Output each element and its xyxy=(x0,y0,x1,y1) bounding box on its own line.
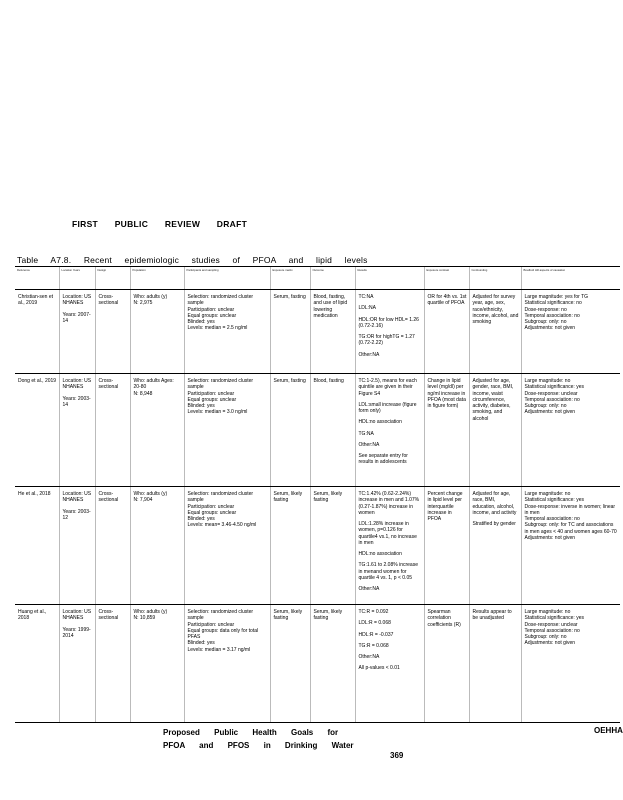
footer-org: OEHHA xyxy=(594,726,623,735)
cell-text: OR for 4th vs. 1st quartile of PFOA xyxy=(427,294,467,307)
cell-text: Serum, likely fasting xyxy=(313,609,343,622)
lipid-studies-table xyxy=(15,266,620,723)
table-cell xyxy=(424,374,469,487)
cell-text: Location: US NHANES xyxy=(62,294,92,307)
cell-text: Who: adults (y) N: 10,859 xyxy=(133,609,168,622)
cell-text: Serum, likely fasting xyxy=(273,609,303,622)
column-header: Design xyxy=(95,267,130,290)
column-header: Results xyxy=(355,267,424,290)
cell-text: Blood, fasting xyxy=(313,378,344,384)
table-header xyxy=(15,267,620,290)
cell-text: Other:NA xyxy=(358,441,380,448)
header-row xyxy=(15,267,620,290)
cell-text: Serum, likely fasting xyxy=(313,491,343,504)
cell-text: TC:1.42% (0.62-2.24%) increase in men and 1.07% (0.27-1.87%) increase in women xyxy=(358,491,420,516)
table-cell xyxy=(95,487,130,605)
table-cell xyxy=(424,290,469,374)
table-row xyxy=(15,290,620,374)
cell-text: Adjusted for age, gender, race, BMI, income, waist circumference, activity, diabetes, smoking, and alcohol xyxy=(472,378,514,422)
cell-text: Years: 2007-14 xyxy=(62,311,91,324)
table-cell xyxy=(15,374,59,487)
cell-text: Location: US NHANES xyxy=(62,491,92,504)
cell-text: Other:NA xyxy=(358,351,380,358)
table-cell xyxy=(15,605,59,723)
table-cell xyxy=(130,374,184,487)
table-cell xyxy=(184,487,270,605)
cell-text: Selection: randomized cluster sample Participation: unclear Equal groups: data only for total PFAS Blinded: yes Levels: median = 3.17 ng/ml xyxy=(187,609,259,653)
table-cell xyxy=(310,290,355,374)
table-title: Table A7.8. Recent epidemiologic studies of PFOA and lipid levels xyxy=(17,255,368,265)
table-cell xyxy=(95,290,130,374)
column-header: Participants and sampling xyxy=(184,267,270,290)
table-cell xyxy=(424,487,469,605)
table-cell xyxy=(521,487,620,605)
table-cell xyxy=(130,605,184,723)
cell-text: Years: 2003-12 xyxy=(62,508,91,521)
cell-text: LDL:small increase (figure form only) xyxy=(358,401,417,414)
cell-text: Large magnitude: yes for TG Statistical significance: no Dose-response: no Temporal association: no Subgroup: only: no Adjustments: not given xyxy=(524,294,589,332)
cell-text: Cross-sectional xyxy=(98,609,119,622)
column-header: Exposure contrast xyxy=(424,267,469,290)
table-cell xyxy=(59,487,95,605)
table-cell xyxy=(469,290,521,374)
cell-text: Percent change in lipid level per interquartile increase in PFOA xyxy=(427,491,463,522)
cell-text: HDL:no association xyxy=(358,419,402,426)
cell-text: HDL:OR for low HDL= 1.26 (0.72-2.16) xyxy=(358,316,419,329)
table-cell xyxy=(270,374,310,487)
cell-text: Spearman correlation coefficients (R) xyxy=(427,609,461,628)
cell-text: Selection: randomized cluster sample Participation: unclear Equal groups: unclear Blinded: yes Levels: median = 3.0 ng/ml xyxy=(187,378,254,416)
cell-text: TG:1.61 to 2.08% increase in menand women for quartile 4 vs. 1, p < 0.05 xyxy=(358,562,418,581)
table-cell xyxy=(521,290,620,374)
table-cell xyxy=(469,487,521,605)
cell-text: See separate entry for results in adolescents xyxy=(358,453,408,466)
table-cell xyxy=(355,374,424,487)
column-header: Reference xyxy=(15,267,59,290)
table-cell xyxy=(355,605,424,723)
cell-text: HDL:R = -0.037 xyxy=(358,631,394,638)
cell-text: All p-values < 0.01 xyxy=(358,665,400,672)
table-body xyxy=(15,290,620,723)
cell-text: Blood, fasting, and use of lipid lowering medication xyxy=(313,294,348,319)
cell-text: Serum, likely fasting xyxy=(273,491,303,504)
cell-text: LDL:NA xyxy=(358,305,377,312)
table-row xyxy=(15,374,620,487)
cell-text: Change in lipid level (mg/dl) per ng/ml increase in PFOA (most data in figure form) xyxy=(427,378,466,409)
cell-text: Adjusted for age, race, BMI, education, alcohol, income, and activity xyxy=(472,491,517,516)
table-cell xyxy=(59,374,95,487)
cell-text: Serum, fasting xyxy=(273,378,306,384)
cell-text: Years: 2003-14 xyxy=(62,395,91,408)
page-number: 369 xyxy=(390,751,404,760)
table-cell xyxy=(184,290,270,374)
table-cell xyxy=(270,605,310,723)
cell-text: Large magnitude: no Statistical significance: yes Dose-response: inverse in women; linear in men Temporal association: no Subgroup: only: for TC and associations in men ages < 40 and women ages 60-70 Adjustments: not given xyxy=(524,491,617,541)
cell-text: TG:OR for highTG = 1.27 (0.72-2.22) xyxy=(358,334,415,347)
table-cell xyxy=(310,605,355,723)
cell-text: Who: adults Ages: 20-80 N: 8,948 xyxy=(133,378,174,397)
cell-text: LDL:R = 0.068 xyxy=(358,620,391,627)
table-cell xyxy=(184,374,270,487)
cell-text: Selection: randomized cluster sample Participation: unclear Equal groups: unclear Blinded: yes Levels: median = 2.5 ng/ml xyxy=(187,294,254,332)
cell-text: Cross-sectional xyxy=(98,378,119,391)
table-cell xyxy=(521,374,620,487)
table-cell xyxy=(424,605,469,723)
draft-banner: FIRST PUBLIC REVIEW DRAFT xyxy=(72,219,248,229)
cell-text: TC:NA xyxy=(358,294,374,300)
table-cell xyxy=(355,290,424,374)
table-cell xyxy=(130,487,184,605)
table-cell xyxy=(270,290,310,374)
cell-text: Location: US NHANES xyxy=(62,609,92,622)
cell-text: Other:NA xyxy=(358,586,380,592)
footer-title xyxy=(163,726,354,752)
cell-text: TC:1-2.5), means for each quintile are given in their Figure S4 xyxy=(358,378,417,397)
table-cell xyxy=(355,487,424,605)
cell-text: Who: adults (y) N: 2,975 xyxy=(133,294,168,307)
footer-line-1: Proposed Public Health Goals for xyxy=(163,728,339,737)
table-cell xyxy=(59,290,95,374)
cell-text: Adjusted for survey year, age, sex, race/ethnicity, income, alcohol, and smoking xyxy=(472,294,519,325)
table-row xyxy=(15,487,620,605)
cell-text: Cross-sectional xyxy=(98,491,119,504)
cell-text: Results appear to be unadjusted xyxy=(472,609,512,622)
cell-text: Selection: randomized cluster sample Participation: unclear Equal groups: unclear Blinded: yes Levels: mean= 3.46-4.50 ng/ml xyxy=(187,491,257,529)
table-cell xyxy=(95,374,130,487)
table-cell xyxy=(310,487,355,605)
column-header: Exposure matrix xyxy=(270,267,310,290)
table-row xyxy=(15,605,620,723)
table-cell xyxy=(15,290,59,374)
table-cell xyxy=(270,487,310,605)
column-header: Confounding xyxy=(469,267,521,290)
cell-text: Huang et al., 2018 xyxy=(18,609,47,622)
cell-text: HDL:no association xyxy=(358,551,402,557)
column-header: Outcome xyxy=(310,267,355,290)
table-cell xyxy=(310,374,355,487)
cell-text: Large magnitude: no Statistical significance: yes Dose-response: unclear Temporal association: no Subgroup: only: no Adjustments: not given xyxy=(524,609,584,647)
cell-text: TG:NA xyxy=(358,430,374,437)
cell-text: Christian-sen et al., 2019 xyxy=(18,294,54,307)
table-cell xyxy=(130,290,184,374)
cell-text: Cross-sectional xyxy=(98,294,119,307)
table-cell xyxy=(184,605,270,723)
table-cell xyxy=(95,605,130,723)
cell-text: Stratified by gender xyxy=(472,521,516,527)
table-cell xyxy=(521,605,620,723)
cell-text: TC:R = 0.092 xyxy=(358,609,389,615)
cell-text: Years: 1999-2014 xyxy=(62,626,91,639)
cell-text: Large magnitude: no Statistical significance: yes Dose-response: unclear Temporal association: no Subgroup: only: no Adjustments: not given xyxy=(524,378,584,416)
footer-line-2: PFOA and PFOS in Drinking Water xyxy=(163,741,354,750)
table-cell xyxy=(15,487,59,605)
cell-text: Other:NA xyxy=(358,654,380,660)
column-header: Location Years xyxy=(59,267,95,290)
cell-text: Dong et al., 2019 xyxy=(18,378,57,384)
column-header: Population xyxy=(130,267,184,290)
cell-text: Location: US NHANES xyxy=(62,378,92,391)
table-cell xyxy=(469,374,521,487)
table-cell xyxy=(469,605,521,723)
cell-text: He et al., 2018 xyxy=(18,491,51,497)
cell-text: Serum, fasting xyxy=(273,294,306,300)
cell-text: TG:R = 0.068 xyxy=(358,642,389,649)
column-header: Bradford Hill aspects of causation xyxy=(521,267,620,290)
table-cell xyxy=(59,605,95,723)
cell-text: Who: adults (y) N: 7,904 xyxy=(133,491,168,504)
cell-text: LDL:1.28% increase in women, p=0.126 for quartile4 vs.1, no increase in men xyxy=(358,521,417,546)
